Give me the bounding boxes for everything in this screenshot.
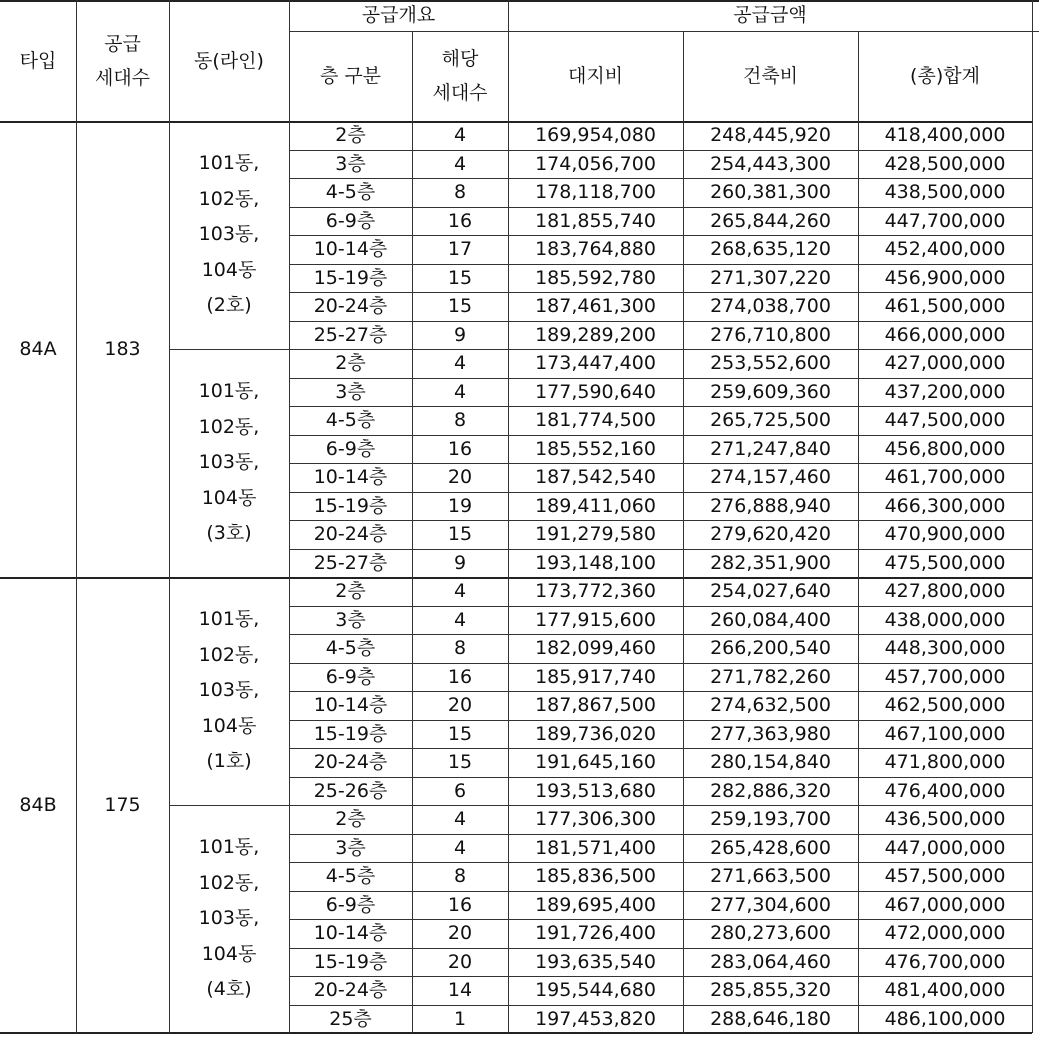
header-supply-units	[76, 0, 169, 121]
total-cell: 438,000,000	[884, 608, 1006, 631]
floor-cell: 6-9층	[325, 893, 376, 916]
total-cell: 481,400,000	[884, 979, 1006, 1001]
building-cost-cell: 274,038,700	[710, 295, 831, 317]
grid-line	[289, 178, 1032, 179]
floor-cell: 20-24층	[313, 979, 388, 1001]
header-units	[412, 31, 508, 121]
grid-line	[289, 919, 1032, 920]
units-cell: 16	[447, 437, 473, 460]
units-cell: 14	[447, 979, 473, 1001]
header-units-line2: 세대수	[432, 82, 488, 104]
total-cell: 456,900,000	[884, 266, 1006, 289]
units-cell: 16	[447, 209, 473, 232]
land-cost-cell: 173,772,360	[535, 580, 656, 602]
header-floor: 층 구분	[319, 65, 382, 87]
units-cell: 4	[453, 836, 467, 859]
grid-line	[858, 31, 859, 1033]
floor-cell: 2층	[335, 352, 366, 374]
floor-cell: 4-5층	[325, 409, 376, 431]
units-cell: 4	[453, 380, 467, 403]
land-cost-cell: 182,099,460	[535, 637, 656, 659]
total-cell: 457,500,000	[884, 865, 1006, 887]
dong-line-cell	[169, 121, 289, 349]
supply-units-cell: 175	[104, 794, 141, 816]
land-cost-cell: 181,571,400	[535, 836, 656, 859]
header-units-line1: 해당	[441, 48, 479, 70]
dong-line-text: 103동,	[198, 907, 260, 930]
land-cost-cell: 177,306,300	[535, 808, 656, 830]
units-cell: 8	[453, 181, 467, 203]
land-cost-cell: 169,954,080	[535, 124, 656, 146]
building-cost-cell: 280,273,600	[710, 922, 831, 944]
dong-line-text: 104동	[201, 714, 257, 737]
building-cost-cell: 282,886,320	[710, 779, 831, 802]
building-cost-cell: 254,027,640	[710, 580, 831, 602]
floor-cell: 10-14층	[313, 694, 388, 716]
land-cost-cell: 178,118,700	[535, 181, 656, 203]
units-cell: 4	[453, 808, 467, 830]
header-building: 건축비	[742, 65, 799, 87]
header-overview: 공급개요	[361, 4, 436, 26]
total-cell: 437,200,000	[884, 380, 1006, 403]
grid-line	[76, 0, 77, 1033]
supply-units-cell: 183	[104, 338, 141, 360]
units-cell: 16	[447, 893, 473, 916]
total-cell: 466,000,000	[884, 323, 1006, 346]
dong-line-cell	[169, 349, 289, 577]
header-total: (총)합계	[910, 65, 980, 87]
building-cost-cell: 274,157,460	[710, 466, 831, 488]
grid-line	[289, 891, 1032, 892]
header-supply-units-line2: 세대수	[94, 66, 151, 89]
grid-line	[289, 264, 1032, 265]
dong-line-text: 101동,	[198, 836, 260, 859]
floor-cell: 2층	[335, 124, 366, 146]
grid-line	[289, 1005, 1032, 1006]
building-cost-cell: 271,247,840	[710, 437, 831, 460]
floor-cell: 20-24층	[313, 295, 388, 317]
dong-line-text: 102동,	[198, 643, 260, 666]
building-cost-cell: 288,646,180	[710, 1007, 831, 1030]
floor-cell: 25-27층	[313, 551, 388, 574]
units-cell: 15	[447, 266, 473, 289]
grid-line	[289, 492, 1032, 493]
land-cost-cell: 177,590,640	[535, 380, 656, 403]
floor-cell: 3층	[335, 608, 366, 631]
land-cost-cell: 181,855,740	[535, 209, 656, 232]
total-cell: 447,000,000	[884, 836, 1006, 859]
land-cost-cell: 185,552,160	[535, 437, 656, 460]
grid-line	[289, 748, 1032, 749]
floor-cell: 10-14층	[313, 466, 388, 488]
total-cell: 447,700,000	[884, 209, 1006, 232]
units-cell: 15	[447, 295, 473, 317]
land-cost-cell: 185,836,500	[535, 865, 656, 887]
grid-line	[289, 520, 1032, 521]
floor-cell: 25-26층	[313, 779, 388, 802]
floor-cell: 20-24층	[313, 523, 388, 545]
land-cost-cell: 195,544,680	[535, 979, 656, 1001]
dong-line-cell	[169, 577, 289, 805]
land-cost-cell: 189,411,060	[535, 494, 656, 517]
land-cost-cell: 193,635,540	[535, 950, 656, 973]
dong-line-text: 101동,	[198, 380, 260, 403]
dong-line-text: (1호)	[206, 750, 252, 773]
grid-line	[0, 121, 1032, 123]
building-cost-cell: 254,443,300	[710, 152, 831, 175]
land-cost-cell: 181,774,500	[535, 409, 656, 431]
total-cell: 436,500,000	[884, 808, 1006, 830]
grid-line	[0, 577, 1032, 579]
building-cost-cell: 279,620,420	[710, 523, 831, 545]
grid-line	[289, 150, 1032, 151]
floor-cell: 4-5층	[325, 181, 376, 203]
land-cost-cell: 197,453,820	[535, 1007, 656, 1030]
units-cell: 8	[453, 409, 467, 431]
units-cell: 8	[453, 865, 467, 887]
land-cost-cell: 189,289,200	[535, 323, 656, 346]
total-cell: 470,900,000	[884, 523, 1006, 545]
type-cell: 84B	[19, 794, 57, 816]
units-cell: 9	[453, 323, 467, 346]
building-cost-cell: 271,782,260	[710, 665, 831, 688]
building-cost-cell: 253,552,600	[710, 352, 831, 374]
grid-line	[412, 31, 413, 1033]
units-cell: 17	[447, 238, 473, 260]
grid-line	[289, 321, 1032, 322]
grid-line	[289, 378, 1032, 379]
total-cell: 457,700,000	[884, 665, 1006, 688]
land-cost-cell: 193,513,680	[535, 779, 656, 802]
total-cell: 427,000,000	[884, 352, 1006, 374]
floor-cell: 6-9층	[325, 437, 376, 460]
total-cell: 471,800,000	[884, 751, 1006, 773]
land-cost-cell: 187,542,540	[535, 466, 656, 488]
land-cost-cell: 191,279,580	[535, 523, 656, 545]
building-cost-cell: 285,855,320	[710, 979, 831, 1001]
building-cost-cell: 271,307,220	[710, 266, 831, 289]
units-cell: 6	[453, 779, 467, 802]
land-cost-cell: 191,726,400	[535, 922, 656, 944]
total-cell: 462,500,000	[884, 694, 1006, 716]
total-cell: 475,500,000	[884, 551, 1006, 574]
floor-cell: 4-5층	[325, 637, 376, 659]
total-cell: 472,000,000	[884, 922, 1006, 944]
units-cell: 15	[447, 722, 473, 745]
grid-line	[289, 606, 1032, 607]
building-cost-cell: 280,154,840	[710, 751, 831, 773]
land-cost-cell: 183,764,880	[535, 238, 656, 260]
building-cost-cell: 271,663,500	[710, 865, 831, 887]
floor-cell: 20-24층	[313, 751, 388, 773]
building-cost-cell: 265,725,500	[710, 409, 831, 431]
land-cost-cell: 185,592,780	[535, 266, 656, 289]
dong-line-text: 102동,	[198, 415, 260, 438]
units-cell: 4	[453, 580, 467, 602]
units-cell: 20	[447, 694, 473, 716]
total-cell: 486,100,000	[884, 1007, 1006, 1030]
units-cell: 19	[447, 494, 473, 517]
units-cell: 20	[447, 922, 473, 944]
total-cell: 461,500,000	[884, 295, 1006, 317]
total-cell: 467,000,000	[884, 893, 1006, 916]
building-cost-cell: 265,428,600	[710, 836, 831, 859]
units-cell: 9	[453, 551, 467, 574]
units-cell: 20	[447, 466, 473, 488]
floor-cell: 10-14층	[313, 922, 388, 944]
land-cost-cell: 187,461,300	[535, 295, 656, 317]
building-cost-cell: 282,351,900	[710, 551, 831, 574]
dong-line-text: 103동,	[198, 679, 260, 702]
grid-line	[1032, 0, 1033, 1033]
units-cell: 16	[447, 665, 473, 688]
dong-line-text: 102동,	[198, 187, 260, 210]
land-cost-cell: 187,867,500	[535, 694, 656, 716]
total-cell: 467,100,000	[884, 722, 1006, 745]
grid-line	[289, 406, 1032, 407]
building-cost-cell: 276,888,940	[710, 494, 831, 517]
total-cell: 466,300,000	[884, 494, 1006, 517]
header-amount: 공급금액	[733, 4, 807, 26]
units-cell: 4	[453, 352, 467, 374]
building-cost-cell: 266,200,540	[710, 637, 831, 659]
land-cost-cell: 177,915,600	[535, 608, 656, 631]
dong-line-text: 104동	[201, 486, 257, 509]
units-cell: 8	[453, 637, 467, 659]
floor-cell: 2층	[335, 808, 366, 830]
floor-cell: 15-19층	[313, 494, 388, 517]
dong-line-text: 103동,	[198, 451, 260, 474]
header-type: 타입	[19, 49, 57, 72]
grid-line	[289, 463, 1032, 464]
header-supply-units-line1: 공급	[104, 32, 141, 55]
building-cost-cell: 283,064,460	[710, 950, 831, 973]
units-cell: 4	[453, 152, 467, 175]
floor-cell: 10-14층	[313, 238, 388, 260]
grid-line	[289, 0, 290, 1033]
building-cost-cell: 260,084,400	[710, 608, 831, 631]
building-cost-cell: 248,445,920	[710, 124, 831, 146]
dong-line-text: 104동	[201, 942, 257, 965]
floor-cell: 2층	[335, 580, 366, 602]
land-cost-cell: 193,148,100	[535, 551, 656, 574]
header-dong: 동(라인)	[194, 49, 264, 72]
grid-line	[289, 634, 1032, 635]
total-cell: 452,400,000	[884, 238, 1006, 260]
units-cell: 1	[453, 1007, 467, 1030]
grid-line	[683, 31, 684, 1033]
floor-cell: 6-9층	[325, 209, 376, 232]
floor-cell: 6-9층	[325, 665, 376, 688]
units-cell: 20	[447, 950, 473, 973]
grid-line	[289, 435, 1032, 436]
total-cell: 461,700,000	[884, 466, 1006, 488]
total-cell: 447,500,000	[884, 409, 1006, 431]
total-cell: 428,500,000	[884, 152, 1006, 175]
dong-line-text: 104동	[201, 258, 257, 281]
grid-line	[289, 549, 1032, 550]
floor-cell: 15-19층	[313, 722, 388, 745]
grid-line	[0, 0, 1039, 2]
land-cost-cell: 185,917,740	[535, 665, 656, 688]
total-cell: 427,800,000	[884, 580, 1006, 602]
building-cost-cell: 276,710,800	[710, 323, 831, 346]
land-cost-cell: 174,056,700	[535, 152, 656, 175]
land-cost-cell: 173,447,400	[535, 352, 656, 374]
grid-line	[289, 235, 1032, 236]
grid-line	[289, 834, 1032, 835]
dong-line-text: (3호)	[206, 522, 252, 545]
floor-cell: 25-27층	[313, 323, 388, 346]
total-cell: 448,300,000	[884, 637, 1006, 659]
grid-line	[0, 1032, 1032, 1034]
total-cell: 476,400,000	[884, 779, 1006, 802]
building-cost-cell: 268,635,120	[710, 238, 831, 260]
dong-line-text: (2호)	[206, 294, 252, 317]
total-cell: 418,400,000	[884, 124, 1006, 146]
land-cost-cell: 189,736,020	[535, 722, 656, 745]
building-cost-cell: 274,632,500	[710, 694, 831, 716]
building-cost-cell: 277,363,980	[710, 722, 831, 745]
units-cell: 15	[447, 523, 473, 545]
floor-cell: 3층	[335, 380, 366, 403]
grid-line	[289, 31, 1039, 32]
dong-line-text: 102동,	[198, 871, 260, 894]
grid-line	[508, 0, 509, 1033]
total-cell: 456,800,000	[884, 437, 1006, 460]
dong-line-text: 103동,	[198, 223, 260, 246]
floor-cell: 4-5층	[325, 865, 376, 887]
floor-cell: 3층	[335, 152, 366, 175]
units-cell: 4	[453, 608, 467, 631]
grid-line	[289, 720, 1032, 721]
floor-cell: 15-19층	[313, 950, 388, 973]
floor-cell: 25층	[329, 1007, 372, 1030]
grid-line	[169, 0, 170, 1033]
building-cost-cell: 259,193,700	[710, 808, 831, 830]
dong-line-text: 101동,	[198, 152, 260, 175]
grid-line	[289, 663, 1032, 664]
grid-line	[289, 976, 1032, 977]
grid-line	[289, 777, 1032, 778]
type-cell: 84A	[19, 338, 57, 360]
total-cell: 476,700,000	[884, 950, 1006, 973]
units-cell: 15	[447, 751, 473, 773]
building-cost-cell: 259,609,360	[710, 380, 831, 403]
units-cell: 4	[453, 124, 467, 146]
floor-cell: 15-19층	[313, 266, 388, 289]
grid-line	[289, 292, 1032, 293]
land-cost-cell: 189,695,400	[535, 893, 656, 916]
grid-line	[289, 207, 1032, 208]
grid-line	[289, 948, 1032, 949]
building-cost-cell: 277,304,600	[710, 893, 831, 916]
header-land: 대지비	[567, 65, 624, 87]
building-cost-cell: 265,844,260	[710, 209, 831, 232]
dong-line-text: (4호)	[206, 978, 252, 1001]
dong-line-cell	[169, 805, 289, 1033]
grid-line	[289, 862, 1032, 863]
building-cost-cell: 260,381,300	[710, 181, 831, 203]
total-cell: 438,500,000	[884, 181, 1006, 203]
grid-line	[289, 691, 1032, 692]
land-cost-cell: 191,645,160	[535, 751, 656, 773]
dong-line-text: 101동,	[198, 608, 260, 631]
floor-cell: 3층	[335, 836, 366, 859]
